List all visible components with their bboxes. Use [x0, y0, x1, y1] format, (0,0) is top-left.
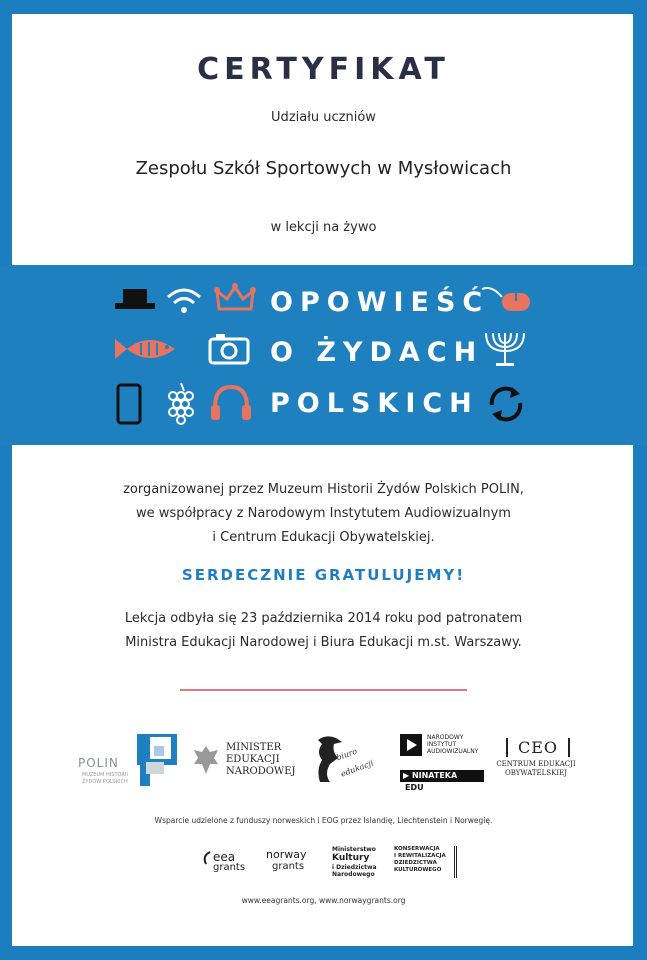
- wifi-icon: [164, 283, 204, 315]
- norway-grants-logo: [266, 844, 318, 878]
- certificate-title: CERTYFIKAT: [197, 52, 450, 87]
- hat-icon: [113, 287, 157, 311]
- title-band: [0, 265, 647, 445]
- ninateka-text: NINATEKA: [411, 771, 458, 780]
- kons-line-1: KONSERWACJA: [394, 846, 440, 852]
- ceo-sub-2: OBYWATELSKIEJ: [504, 769, 568, 777]
- biuro-edukacji-logo: [312, 734, 386, 786]
- ceo-mark: CEO: [506, 738, 570, 757]
- subtitle: Udziału uczniów: [271, 110, 376, 125]
- mk-line-3: i Dziedzictwa: [332, 864, 377, 871]
- minister-line-3: NARODOWEJ: [226, 766, 296, 777]
- refresh-icon: [486, 385, 526, 423]
- nina-line-2: INSTYTUT: [427, 741, 457, 748]
- support-text: Wsparcie udzielone z funduszy norweskich i EOG przez Islandię, Liechtenstein i Norwegię.: [154, 816, 493, 825]
- band-line-3: POLSKICH: [270, 388, 479, 419]
- polin-logo: [78, 734, 188, 790]
- info-line-2: Ministra Edukacji Narodowej i Biura Edukacji m.st. Warszawy.: [125, 635, 522, 650]
- polin-mark-icon: [134, 734, 178, 786]
- school-name: Zespołu Szkół Sportowych w Mysłowicach: [135, 158, 512, 179]
- signature-line: [180, 689, 467, 691]
- eea-line-2: grants: [213, 862, 246, 873]
- headphones-icon: [209, 383, 253, 423]
- crown-icon: [213, 281, 257, 315]
- band-line-2: O ŻYDACH: [270, 337, 484, 368]
- biuro-line-1: biuro: [335, 746, 359, 763]
- ninateka-badge: ▶ NINATEKA EDU: [400, 770, 484, 782]
- polin-sub2: ŻYDÓW POLSKICH: [82, 779, 128, 785]
- polin-sub1: MUZEUM HISTORII: [82, 772, 128, 778]
- ministerstwo-kultury-logo: [332, 846, 402, 880]
- konserwacja-logo: [394, 846, 457, 878]
- edu-text: EDU: [405, 783, 424, 792]
- nina-logo: [400, 734, 484, 792]
- mk-line-4: Narodowego: [332, 871, 375, 878]
- kons-line-2: I REWITALIZACJA: [394, 853, 446, 859]
- kons-line-3: DZIEDZICTWA: [394, 860, 437, 866]
- biuro-line-2: edukacji: [339, 758, 375, 779]
- eea-line-1: eea: [213, 850, 236, 864]
- minister-logo: [192, 740, 302, 780]
- menorah-icon: [482, 331, 528, 369]
- org-line-2: we współpracy z Narodowym Instytutem Audiowizualnym: [136, 506, 511, 521]
- eea-grants-logo: [200, 842, 248, 878]
- ceo-sub-1: CENTRUM EDUKACJI: [496, 760, 576, 768]
- camera-icon: [208, 331, 250, 365]
- nina-line-1: NARODOWY: [427, 734, 464, 741]
- eea-swirl-icon: [200, 850, 212, 866]
- play-icon: [400, 734, 422, 756]
- band-line-1: OPOWIEŚĆ: [270, 287, 490, 318]
- org-line-3: i Centrum Edukacji Obywatelskiej.: [212, 530, 435, 545]
- kons-line-4: KULTUROWEGO: [394, 867, 442, 873]
- eagle-icon: [192, 744, 220, 776]
- minister-line-1: MINISTER: [226, 742, 282, 753]
- nina-line-3: AUDIOWIZUALNY: [427, 748, 479, 755]
- lesson-text: w lekcji na żywo: [270, 220, 377, 235]
- lesson-info: [0, 607, 647, 655]
- ceo-logo: [496, 738, 576, 782]
- mk-line-1: Ministerstwo: [332, 846, 376, 853]
- polin-name: POLIN: [78, 756, 119, 770]
- norway-line-1: norway: [266, 848, 307, 861]
- organizer-text: [0, 478, 647, 550]
- norway-line-2: grants: [272, 861, 305, 872]
- info-line-1: Lekcja odbyła się 23 października 2014 roku pod patronatem: [124, 611, 523, 626]
- mk-line-2: Kultury: [332, 853, 370, 863]
- phone-icon: [116, 383, 142, 425]
- grants-urls: www.eeagrants.org, www.norwaygrants.org: [241, 896, 406, 905]
- fish-icon: [113, 335, 181, 363]
- org-line-1: zorganizowanej przez Muzeum Historii Żydów Polskich POLIN,: [123, 482, 524, 497]
- mouse-icon: [480, 285, 532, 315]
- minister-line-2: EDUKACJI: [226, 754, 280, 765]
- congrats-heading: SERDECZNIE GRATULUJEMY!: [181, 566, 466, 584]
- grapes-icon: [164, 381, 198, 425]
